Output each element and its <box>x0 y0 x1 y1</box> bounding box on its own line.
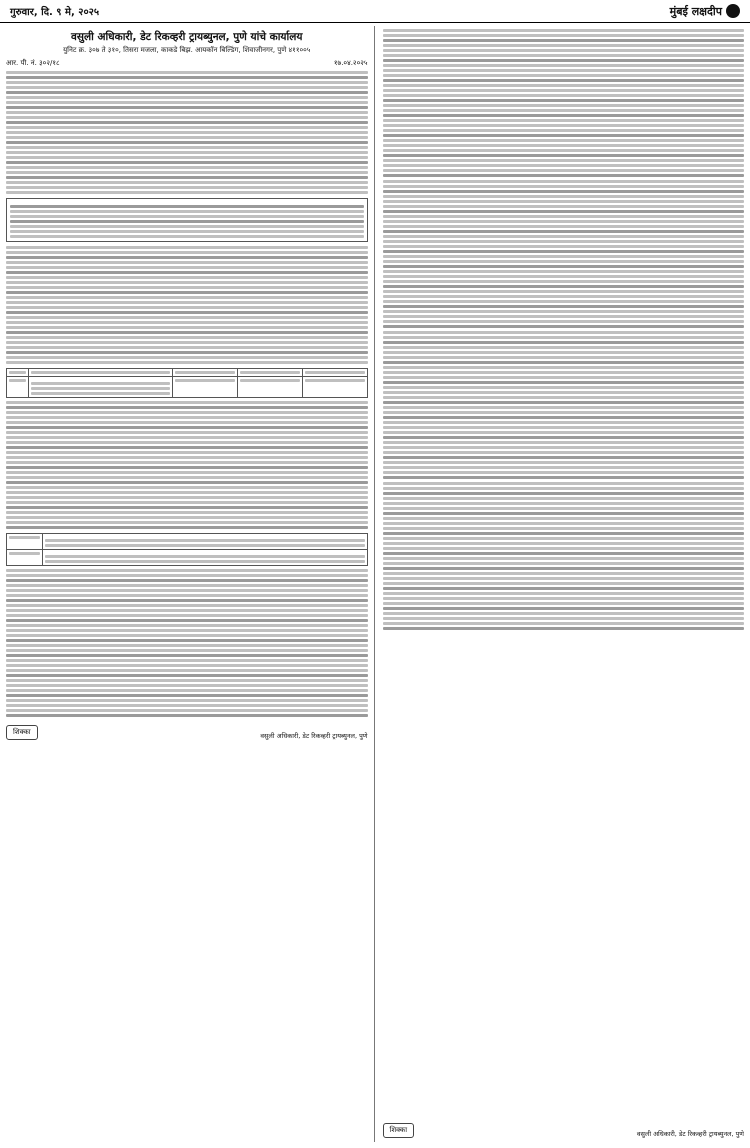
notice-date: १७.०४.२०२५ <box>333 59 368 67</box>
right-column <box>383 26 745 1142</box>
right-text-block-2 <box>383 180 745 328</box>
ref-row <box>6 59 368 68</box>
property-table <box>6 368 368 398</box>
left-text-block-2 <box>6 246 368 364</box>
left-column <box>6 26 375 1142</box>
date-line: गुरुवार, दि. ९ मे, २०२५ <box>10 7 100 18</box>
left-signature <box>6 725 368 740</box>
page-header <box>0 0 750 23</box>
right-text-block-3 <box>383 331 745 479</box>
org-address: युनिट क्र. ३०७ ते ३१०, तिसरा मजला, काकडे बिझ. आयकॉन बिल्डिंग, शिवाजीनगर, पुणे ४११००५ <box>63 46 311 54</box>
right-text-block-4 <box>383 482 745 630</box>
brand-logo-icon <box>726 4 740 18</box>
left-info-box <box>6 198 368 242</box>
left-text-block-3 <box>6 401 368 529</box>
right-text-block-1 <box>383 29 745 177</box>
seal-left: शिक्का <box>6 725 38 740</box>
left-text-block-1 <box>6 71 368 194</box>
notice-header <box>6 30 368 55</box>
ref: आर. पी. नं. ३०२/१८ <box>6 59 60 67</box>
org-name: वसुली अधिकारी, डेट रिकव्हरी ट्रायब्युनल, पुणे यांचे कार्यालय <box>71 31 303 43</box>
left-sign: वसुली अधिकारी, डेट रिकव्हरी ट्रायब्युनल, पुणे <box>260 732 368 740</box>
right-sign: वसुली अधिकारी, डेट रिकव्हरी ट्रायब्युनल, पुणे <box>636 1130 744 1138</box>
seal-right: शिक्का <box>383 1123 415 1138</box>
brand-name: मुंबई लक्षदीप <box>669 4 722 18</box>
schedule-table <box>6 533 368 566</box>
brand <box>670 4 740 19</box>
right-signature <box>383 1123 745 1138</box>
left-text-block-4 <box>6 569 368 717</box>
